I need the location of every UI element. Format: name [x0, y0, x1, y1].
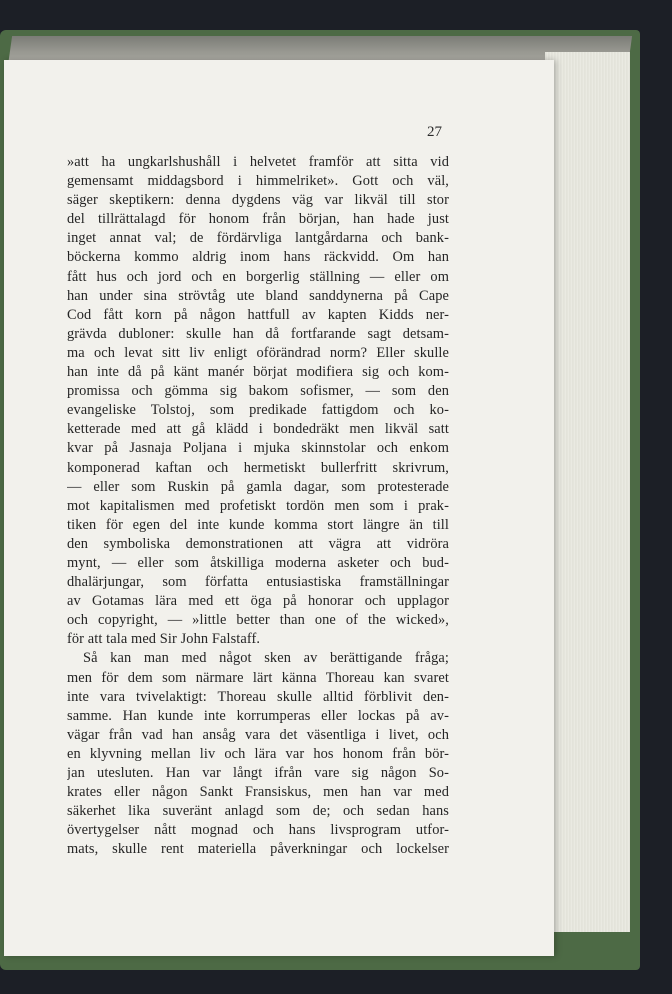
text-line: mot kapitalismen med profetiskt tordön men som i prak- [67, 497, 449, 514]
text-line: komponerad kaftan och hermetiskt bullerfritt skrivrum, [67, 459, 449, 476]
text-line: för att tala med Sir John Falstaff. [67, 631, 261, 648]
text-line: dhalärjungar, som författa entusiastiska framställningar [67, 574, 449, 591]
text-line: han under sina strövtåg ute bland sanddynerna på Cape [67, 287, 449, 304]
text-line: Cod fått korn på någon hattfull av kapten Kidds ner- [67, 306, 449, 323]
text-line: säkerhet lika suveränt anlagd som de; och sedan hans [67, 803, 449, 820]
text-line: ketterade med att gå klädd i bondedräkt men likväl satt [67, 421, 449, 438]
text-line: grävda dubloner: skulle han då fortfarande sagt detsam- [67, 325, 449, 342]
text-line: gemensamt middagsbord i himmelriket». Gott och väl, [67, 173, 449, 190]
text-line: av Gotamas lära med ett öga på honorar och upplagor [67, 593, 449, 610]
text-line: kvar på Jasnaja Poljana i mjuka skinnstolar och enkom [67, 440, 449, 457]
text-line: inte vara tvivelaktigt: Thoreau skulle alltid förblivit den- [67, 688, 449, 705]
text-line: mats, skulle rent materiella påverkningar och lockelser [67, 841, 449, 858]
text-line: evangeliske Tolstoj, som predikade fattigdom och ko- [67, 402, 449, 419]
text-line: del tillrättalagd för honom från början, han hade just [67, 211, 449, 228]
body-text [67, 153, 449, 859]
page-edges [545, 52, 636, 932]
text-line: inget annat val; de fördärvliga lantgårdarna och bank- [67, 230, 449, 247]
text-line: en klyvning mellan liv och lära var hos honom från bör- [67, 745, 449, 762]
text-line: »att ha ungkarlshushåll i helvetet framför att sitta vid [67, 154, 449, 170]
text-line: — eller som Ruskin på gamla dagar, som protesterade [67, 478, 449, 495]
text-line: böckerna kommo aldrig inom hans räckvidd. Om han [67, 249, 449, 266]
text-line: övertygelser nått mognad och hans livsprogram utfor- [67, 822, 449, 839]
text-line: promissa och gömma sig bakom sofismer, — som den [67, 383, 449, 400]
page-number: 27 [427, 124, 442, 140]
text-line: fått hus och jord och en borgerlig ställning — eller om [67, 268, 449, 285]
text-line: säger skeptikern: denna dygdens väg var likväl till stor [67, 192, 449, 209]
text-line: han inte då på känt manér börjat modifiera sig och kom- [67, 364, 449, 381]
text-line: samme. Han kunde inte korrumperas eller lockas på av- [67, 707, 449, 724]
text-line: krates eller någon Sankt Fransiskus, men han var med [67, 784, 449, 801]
text-line: den symboliska demonstrationen att vägra att vidröra [67, 535, 449, 552]
text-line: tiken för egen del inte kunde komma stort längre än till [67, 516, 449, 533]
text-line: men för dem som närmare lärt känna Thoreau kan svaret [67, 669, 449, 686]
text-line: ma och levat sitt liv enligt oförändrad norm? Eller skulle [67, 344, 449, 361]
text-line: Så kan man med något sken av berättigande fråga; [83, 650, 449, 667]
book-page [4, 60, 554, 956]
text-line: och copyright, — »little better than one of the wicked», [67, 612, 449, 629]
text-line: jan utesluten. Han var långt ifrån vare sig någon So- [67, 765, 449, 781]
text-line: vägar från vad han ansåg vara det väsentliga i livet, och [67, 726, 449, 743]
text-line: mynt, — eller som åtskilliga moderna asketer och bud- [67, 554, 449, 571]
